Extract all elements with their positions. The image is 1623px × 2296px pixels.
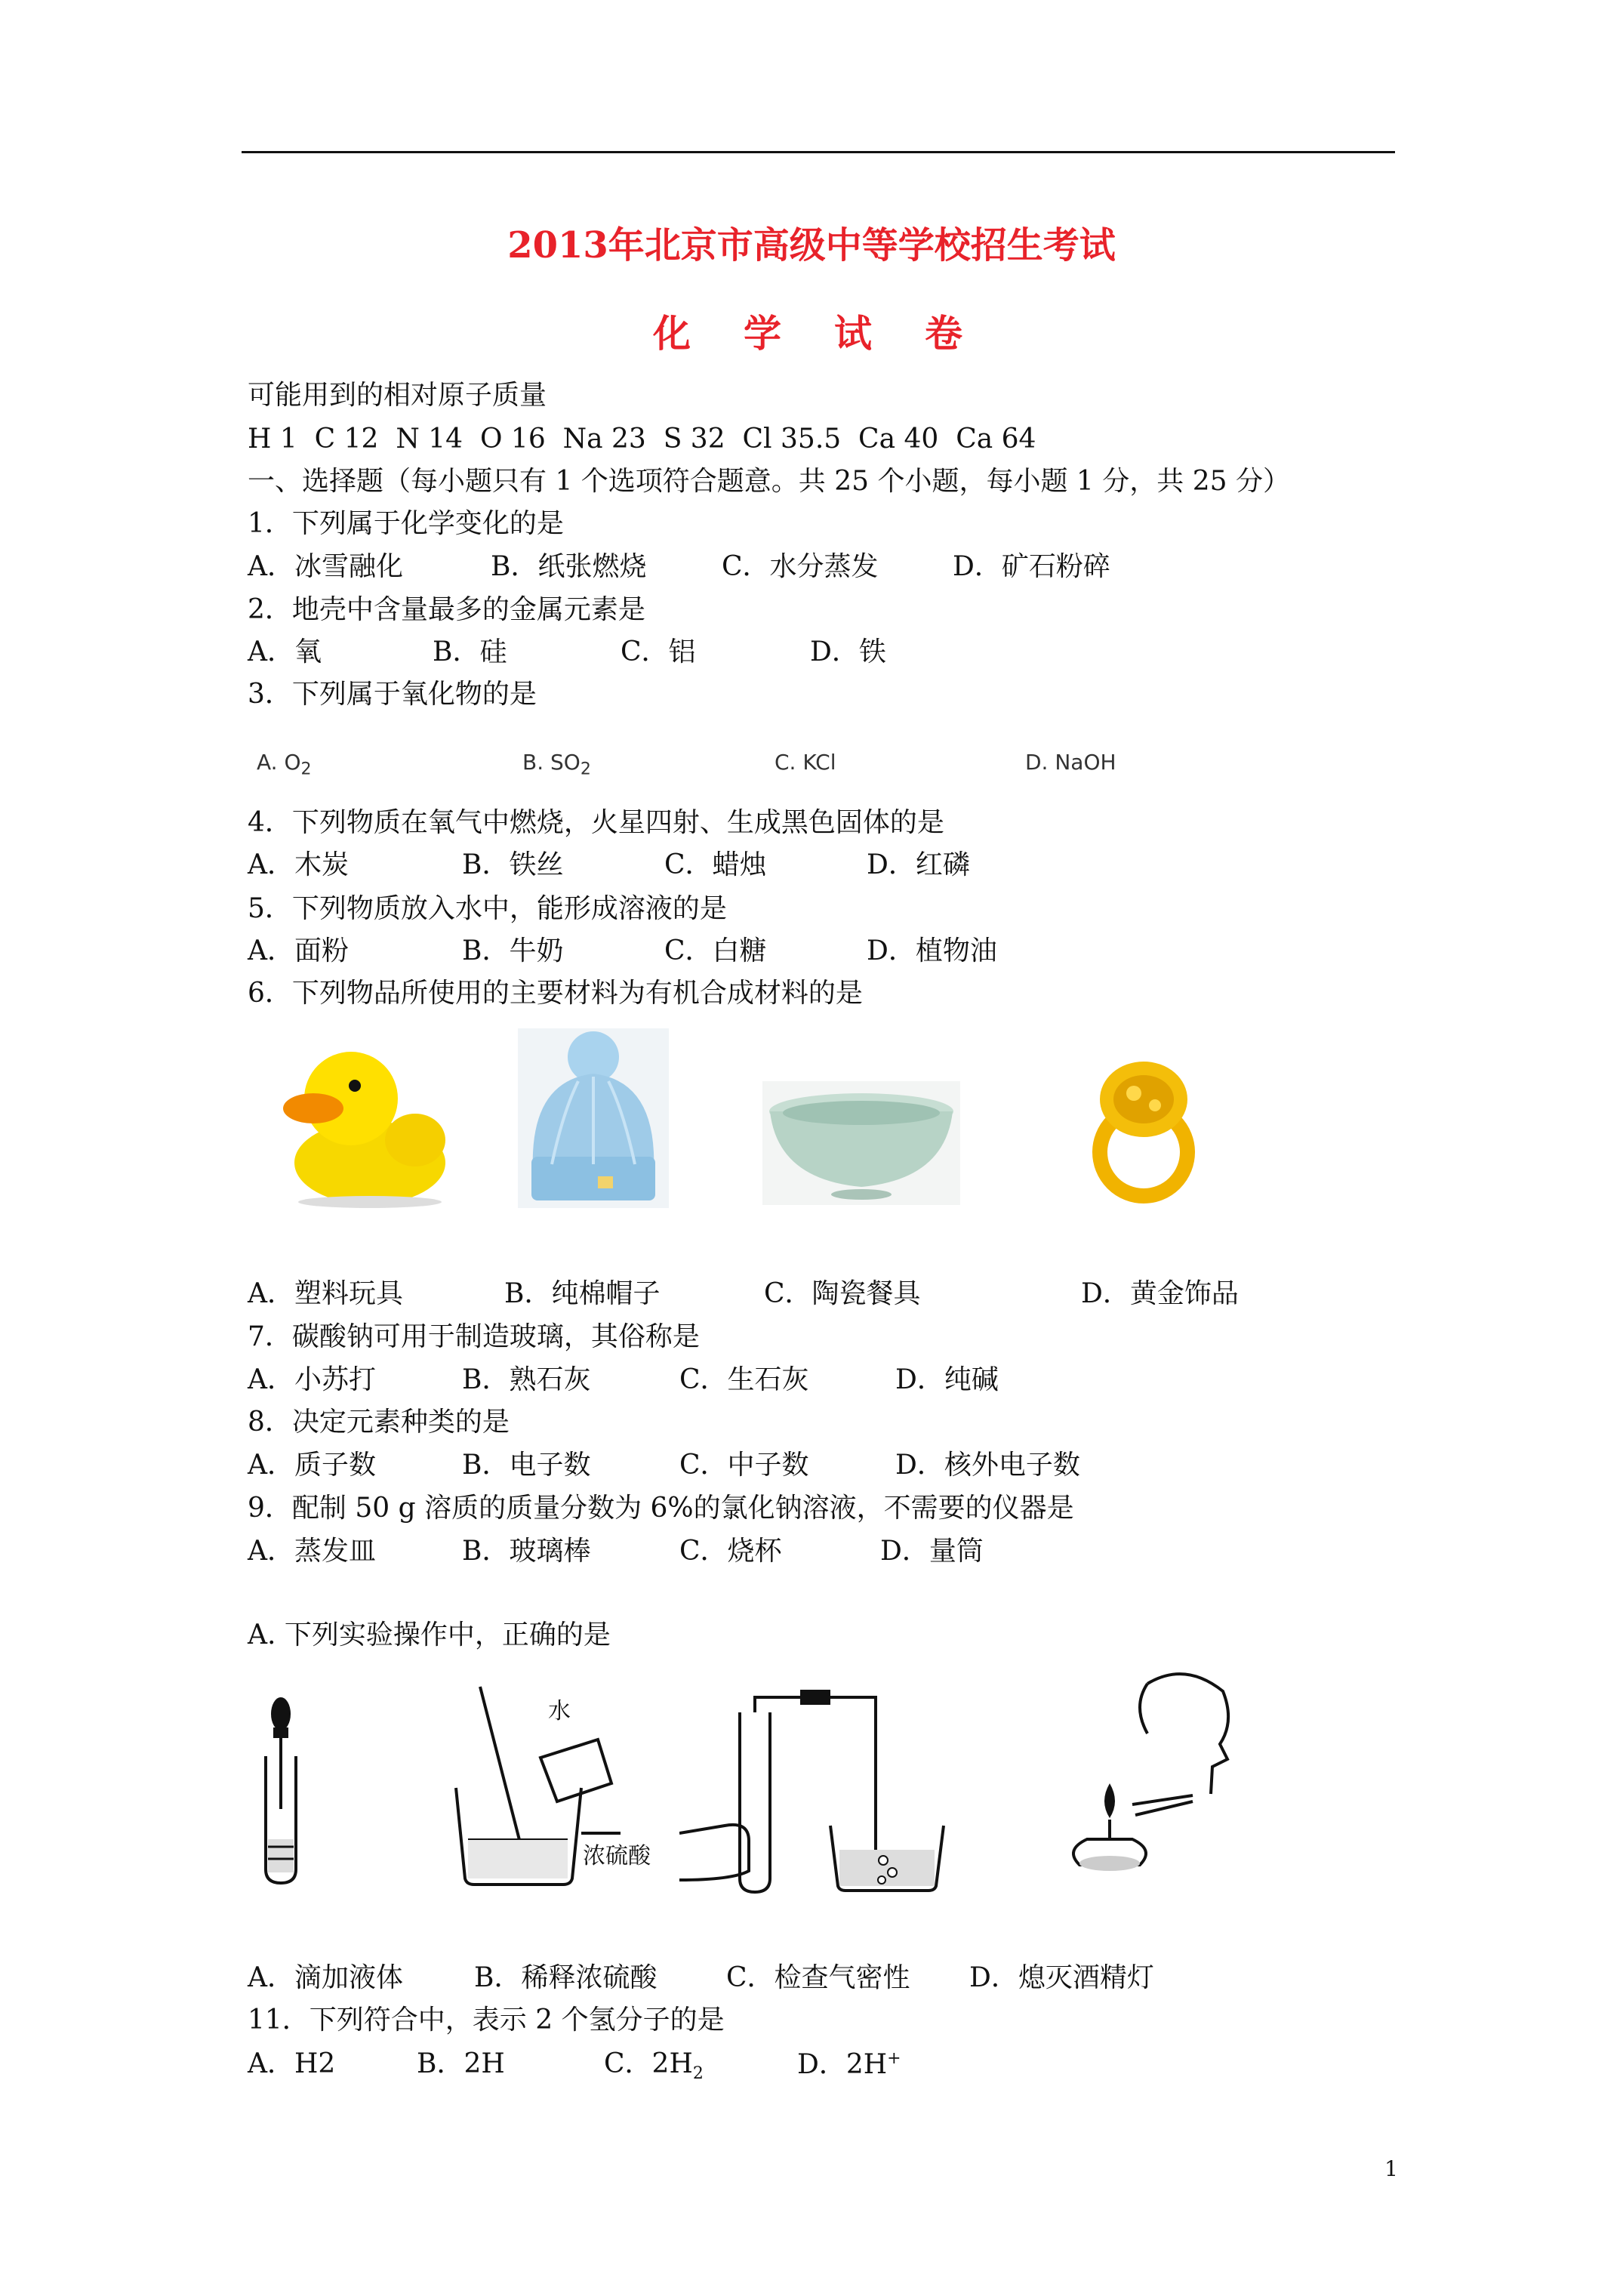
q6-option-b: B．纯棉帽子 [504, 1278, 661, 1309]
q1-option-b: B．纸张燃烧 [491, 551, 647, 582]
q8-option-b: B．电子数 [462, 1450, 591, 1481]
q10-option-b: B．稀释浓硫酸 [474, 1962, 658, 1993]
water-label: 水 [548, 1698, 571, 1724]
question-7: 7．碳酸钠可用于制造玻璃，其俗称是 [248, 1321, 700, 1352]
question-8: 8．决定元素种类的是 [248, 1407, 510, 1438]
q3-option-b: B. $SO_2$ [522, 750, 591, 779]
dilute-acid-diagram [450, 1682, 661, 1889]
q1-option-d: D．矿石粉碎 [953, 551, 1110, 582]
q9-option-c: C．烧杯 [679, 1536, 782, 1567]
gold-ring-image [1087, 1046, 1200, 1203]
question-9: 9．配制 50 g 溶质的质量分数为 6%的氯化钠溶液，不需要的仪器是 [248, 1493, 1074, 1524]
q8-option-c: C．中子数 [679, 1450, 809, 1481]
q1-option-c: C．水分蒸发 [722, 551, 879, 582]
question-6: 6．下列物品所使用的主要材料为有机合成材料的是 [248, 978, 863, 1009]
q9-option-d: D．量筒 [880, 1536, 984, 1567]
q11-option-c: C．$2H_2$ [604, 2048, 704, 2084]
q6-option-d: D．黄金饰品 [1081, 1278, 1239, 1309]
dropper-test-tube-diagram [243, 1688, 319, 1888]
atomic-mass-label: 可能用到的相对原子质量 [248, 380, 547, 411]
question-5: 5．下列物质放入水中，能形成溶液的是 [248, 893, 727, 924]
question-11: 11．下列符合中，表示 2 个氢分子的是 [248, 2005, 725, 2036]
q6-option-a: A．塑料玩具 [248, 1278, 403, 1309]
q2-option-a: A．氧 [248, 636, 322, 667]
q5-option-c: C．白糖 [664, 935, 767, 966]
q3-option-a: A. $O_2$ [257, 750, 312, 779]
atomic-mass-values: H 1 C 12 N 14 O 16 Na 23 S 32 Cl 35.5 Ca 40 Ca 64 [248, 424, 1036, 455]
q2-option-d: D．铁 [810, 636, 886, 667]
header-rule [242, 151, 1395, 153]
question-2: 2．地壳中含量最多的金属元素是 [248, 594, 645, 625]
q10-option-d: D．熄灭酒精灯 [969, 1962, 1154, 1993]
ceramic-bowl-image [762, 1081, 960, 1205]
q5-option-a: A．面粉 [248, 935, 349, 966]
q3-option-c: C. KCl [775, 750, 836, 775]
q4-option-b: B．铁丝 [462, 849, 564, 880]
question-3: 3．下列属于氧化物的是 [248, 679, 537, 710]
q8-option-a: A．质子数 [248, 1450, 376, 1481]
q7-option-a: A．小苏打 [248, 1364, 376, 1395]
q4-option-c: C．蜡烛 [664, 849, 767, 880]
q4-option-a: A．木炭 [248, 849, 349, 880]
exam-title: 2013年北京市高级中等学校招生考试 [507, 224, 1116, 267]
q11-option-a: A．H2 [248, 2048, 336, 2079]
question-4: 4．下列物质在氧气中燃烧，火星四射、生成黑色固体的是 [248, 807, 944, 838]
exam-subtitle: 化 学 试 卷 [653, 311, 970, 356]
q9-option-a: A．蒸发皿 [248, 1536, 376, 1567]
q2-option-b: B．硅 [433, 636, 507, 667]
q7-option-c: C．生石灰 [679, 1364, 809, 1395]
rubber-duck-image [272, 1027, 453, 1208]
q3-option-d: D. NaOH [1025, 750, 1116, 775]
page-number: 1 [1384, 2156, 1398, 2181]
q5-option-d: D．植物油 [867, 935, 997, 966]
question-1: 1．下列属于化学变化的是 [248, 508, 564, 539]
q7-option-d: D．纯碱 [895, 1364, 999, 1395]
question-10: A. 下列实验操作中，正确的是 [248, 1620, 611, 1650]
q4-option-d: D．红磷 [867, 849, 970, 880]
q5-option-b: B．牛奶 [462, 935, 564, 966]
q11-option-b: B．2H [417, 2048, 505, 2079]
q8-option-d: D．核外电子数 [895, 1450, 1080, 1481]
q6-option-c: C．陶瓷餐具 [764, 1278, 921, 1309]
q9-option-b: B．玻璃棒 [462, 1536, 591, 1567]
airtightness-check-diagram [679, 1682, 1057, 1895]
section-heading: 一、选择题（每小题只有 1 个选项符合题意。共 25 个小题，每小题 1 分，共 25 分） [248, 466, 1290, 497]
acid-label: 浓硫酸 [583, 1843, 651, 1869]
blow-out-lamp-diagram [1057, 1661, 1261, 1892]
q1-option-a: A．冰雪融化 [248, 551, 403, 582]
q7-option-b: B．熟石灰 [462, 1364, 591, 1395]
q2-option-c: C．铝 [621, 636, 696, 667]
q10-option-a: A．滴加液体 [248, 1962, 403, 1993]
q10-option-c: C．检查气密性 [726, 1962, 910, 1993]
cotton-hat-image [518, 1028, 669, 1208]
q11-option-d: D．2H+ [797, 2049, 901, 2080]
